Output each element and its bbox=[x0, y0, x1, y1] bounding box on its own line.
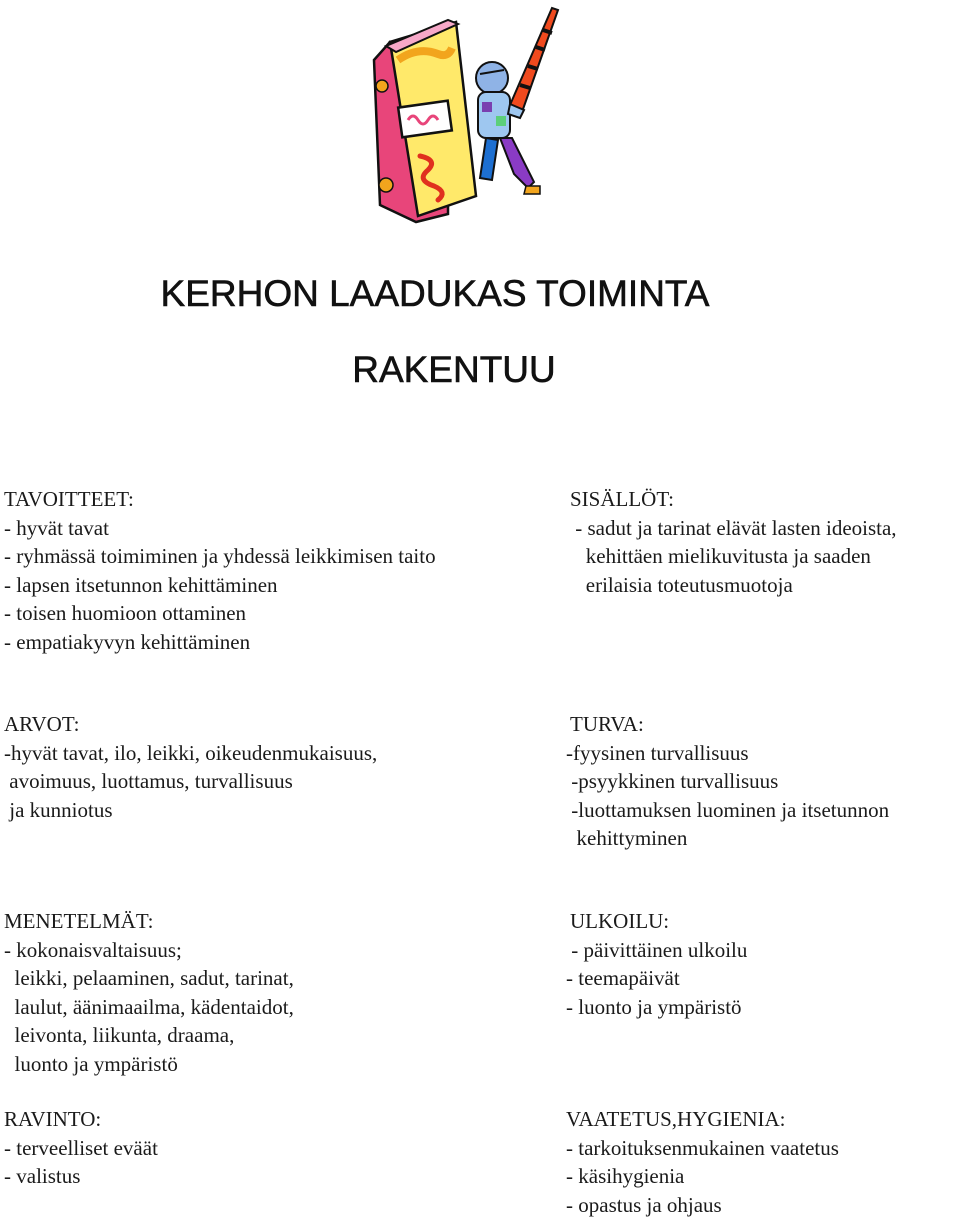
list-item: erilaisia toteutusmuotoja bbox=[570, 572, 793, 597]
page-title: KERHON LAADUKAS TOIMINTA bbox=[160, 273, 710, 314]
section-turva bbox=[566, 710, 889, 853]
list-item: -psyykkinen turvallisuus bbox=[566, 769, 779, 793]
section-sisallot bbox=[570, 485, 897, 599]
list-item: - käsihygienia bbox=[566, 1164, 685, 1188]
lance-icon bbox=[510, 8, 558, 112]
list-item: - terveelliset eväät bbox=[4, 1135, 158, 1160]
list-item: luonto ja ympäristö bbox=[4, 1051, 178, 1076]
list-item: - tarkoituksenmukainen vaatetus bbox=[566, 1135, 839, 1160]
list-item: avoimuus, luottamus, turvallisuus bbox=[4, 769, 293, 793]
list-item: - empatiakyvyn kehittäminen bbox=[4, 629, 251, 654]
section-heading: TURVA: bbox=[570, 712, 644, 736]
list-item: - valistus bbox=[4, 1164, 81, 1188]
list-item: - opastus ja ohjaus bbox=[566, 1192, 722, 1217]
section-ulkoilu bbox=[566, 907, 747, 1021]
book-icon bbox=[374, 20, 476, 222]
section-heading: ARVOT: bbox=[4, 712, 80, 736]
list-item: - lapsen itsetunnon kehittäminen bbox=[4, 572, 278, 597]
list-item: ja kunniotus bbox=[4, 797, 113, 822]
section-heading: MENETELMÄT: bbox=[4, 909, 154, 933]
list-item: -fyysinen turvallisuus bbox=[566, 740, 749, 765]
section-tavoitteet bbox=[4, 485, 436, 656]
section-arvot bbox=[4, 710, 377, 824]
list-item: - luonto ja ympäristö bbox=[566, 994, 742, 1019]
list-item: - kokonaisvaltaisuus; bbox=[4, 937, 182, 962]
section-menetelmat bbox=[4, 907, 294, 1078]
list-item: -luottamuksen luominen ja itsetunnon bbox=[566, 797, 890, 822]
list-item: -hyvät tavat, ilo, leikki, oikeudenmukaisuus, bbox=[4, 740, 378, 765]
storybook-knight-illustration bbox=[360, 0, 570, 225]
section-ravinto bbox=[4, 1105, 158, 1191]
list-item: - hyvät tavat bbox=[4, 515, 109, 540]
list-item: kehittäen mielikuvitusta ja saaden bbox=[570, 544, 871, 568]
section-heading: VAATETUS,HYGIENIA: bbox=[566, 1107, 786, 1131]
list-item: kehittyminen bbox=[566, 826, 688, 850]
page-subtitle: RAKENTUU bbox=[352, 349, 556, 390]
section-heading: TAVOITTEET: bbox=[4, 487, 134, 511]
list-item: - toisen huomioon ottaminen bbox=[4, 601, 247, 625]
section-heading: SISÄLLÖT: bbox=[570, 487, 674, 511]
list-item: - päivittäinen ulkoilu bbox=[566, 937, 748, 962]
list-item: leikki, pelaaminen, sadut, tarinat, bbox=[4, 966, 294, 990]
list-item: - ryhmässä toimiminen ja yhdessä leikkimisen taito bbox=[4, 544, 436, 568]
list-item: laulut, äänimaailma, kädentaidot, bbox=[4, 994, 294, 1019]
list-item: - sadut ja tarinat elävät lasten ideoista, bbox=[570, 515, 897, 540]
section-vaatetus-hygienia bbox=[566, 1105, 839, 1219]
list-item: leivonta, liikunta, draama, bbox=[4, 1023, 235, 1047]
section-heading: ULKOILU: bbox=[570, 909, 670, 933]
list-item: - teemapäivät bbox=[566, 966, 680, 990]
section-heading: RAVINTO: bbox=[4, 1107, 102, 1131]
